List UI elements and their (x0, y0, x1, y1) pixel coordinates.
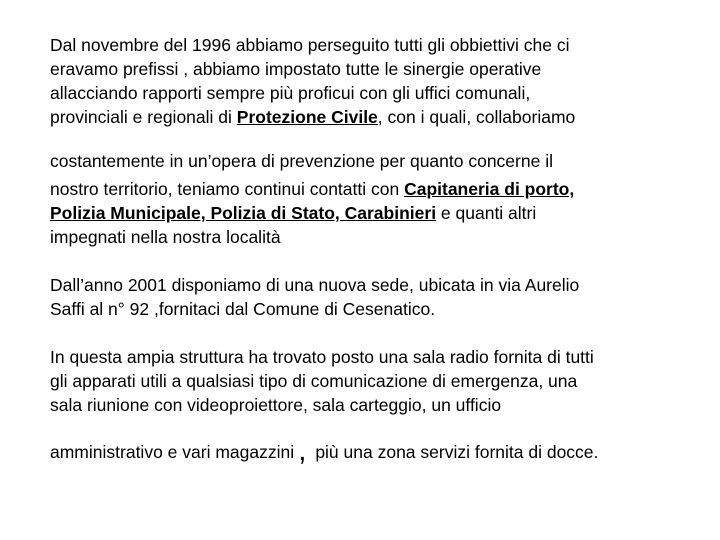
paragraph-1-line-2: eravamo prefissi , abbiamo impostato tutte le sinergie operative (50, 59, 542, 79)
paragraph-2-line-2 (50, 178, 574, 200)
paragraph-1-line-3: allacciando rapporti sempre più proficui con gli uffici comunali, (50, 83, 531, 103)
paragraph-4-line-2: gli apparati utili a qualsiasi tipo di comunicazione di emergenza, una (50, 371, 578, 391)
paragraph-1-line-4 (50, 106, 575, 128)
polizia-carabinieri-link[interactable]: Polizia Municipale, Polizia di Stato, Carabinieri (50, 203, 437, 223)
paragraph-2-line-3 (50, 202, 536, 224)
paragraph-1-line-4-end: , con i quali, collaboriamo (377, 107, 576, 127)
paragraph-2-line-1: costantemente in un’opera di prevenzione per quanto concerne il (50, 151, 553, 171)
paragraph-3-line-2: Saffi al n° 92 ,fornitaci dal Comune di Cesenatico. (50, 299, 436, 319)
paragraph-4-line-4 (50, 434, 599, 467)
paragraph-3-line-1: Dall’anno 2001 disponiamo di una nuova sede, ubicata in via Aurelio (50, 275, 580, 295)
large-comma: , (298, 434, 307, 467)
paragraph-4-line-3: sala riunione con videoproiettore, sala carteggio, un ufficio (50, 395, 502, 415)
paragraph-4-line-4-start: amministrativo e vari magazzini (50, 442, 295, 462)
capitaneria-link[interactable]: Capitaneria di porto, (404, 179, 575, 199)
paragraph-1-line-4-start: provinciali e regionali di (50, 107, 237, 127)
paragraph-1-line-1: Dal novembre del 1996 abbiamo perseguito tutti gli obbiettivi che ci (50, 35, 570, 55)
paragraph-2-line-4: impegnati nella nostra località (50, 227, 281, 247)
paragraph-4-line-1: In questa ampia struttura ha trovato posto una sala radio fornita di tutti (50, 347, 594, 367)
paragraph-4-line-4-end: più una zona servizi fornita di docce. (310, 442, 599, 462)
paragraph-2-line-2-start: nostro territorio, teniamo continui contatti con (50, 179, 405, 199)
paragraph-2-line-3-end: e quanti altri (436, 203, 537, 223)
protezione-civile-link[interactable]: Protezione Civile (236, 107, 378, 127)
